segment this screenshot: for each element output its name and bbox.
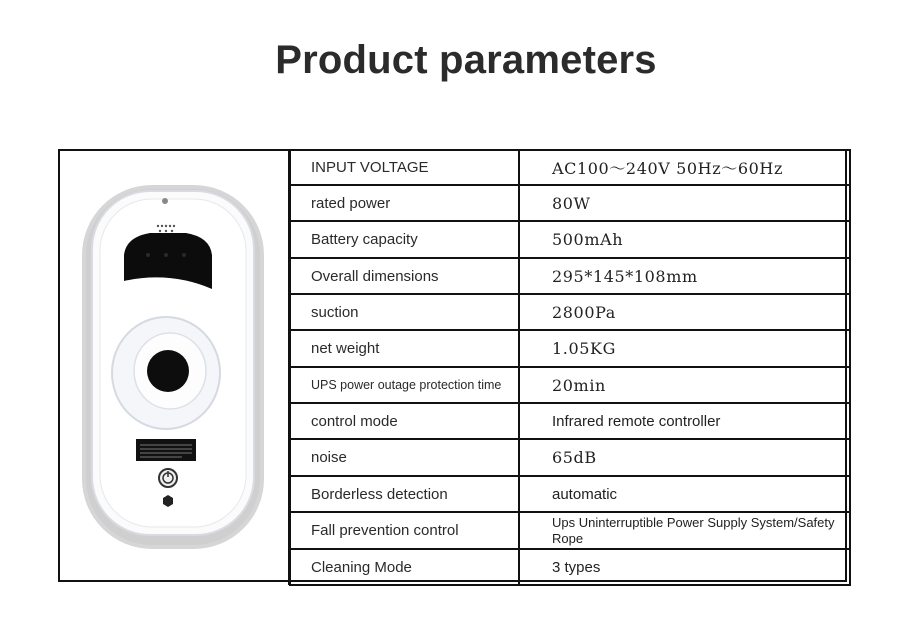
table-row (290, 512, 850, 549)
spec-value: 20min (519, 367, 850, 403)
spec-value: automatic (519, 476, 850, 512)
spec-value: 80W (519, 185, 850, 221)
table-row (290, 549, 850, 585)
spec-value: 2800Pa (519, 294, 850, 330)
page-title: Product parameters (275, 38, 657, 82)
spec-label: Borderless detection (290, 476, 519, 512)
spec-value: AC100～240V 50Hz～60Hz (519, 150, 850, 185)
spec-label: control mode (290, 403, 519, 439)
spec-label: INPUT VOLTAGE (290, 150, 519, 185)
spec-label: Fall prevention control (290, 512, 519, 549)
spec-label: suction (290, 294, 519, 330)
spec-label: Cleaning Mode (290, 549, 519, 585)
table-row (290, 258, 850, 294)
table-row (290, 367, 850, 403)
spec-label: UPS power outage protection time (290, 367, 519, 403)
spec-value: 3 types (519, 549, 850, 585)
table-row (290, 294, 850, 330)
spec-label: net weight (290, 330, 519, 367)
spec-value: 295*145*108mm (519, 258, 850, 294)
spec-value: 65dB (519, 439, 850, 476)
spec-label: noise (290, 439, 519, 476)
spec-value: Ups Uninterruptible Power Supply System/Safety Rope (519, 512, 850, 549)
table-row (290, 439, 850, 476)
spec-value: 1.05KG (519, 330, 850, 367)
table-row (290, 221, 850, 258)
table-row (290, 150, 850, 185)
table-row (290, 330, 850, 367)
spec-value: 500mAh (519, 221, 850, 258)
spec-label: rated power (290, 185, 519, 221)
table-row (290, 185, 850, 221)
spec-value: Infrared remote controller (519, 403, 850, 439)
table-row (290, 476, 850, 512)
spec-table (289, 149, 851, 586)
spec-label: Overall dimensions (290, 258, 519, 294)
table-row (290, 403, 850, 439)
spec-label: Battery capacity (290, 221, 519, 258)
